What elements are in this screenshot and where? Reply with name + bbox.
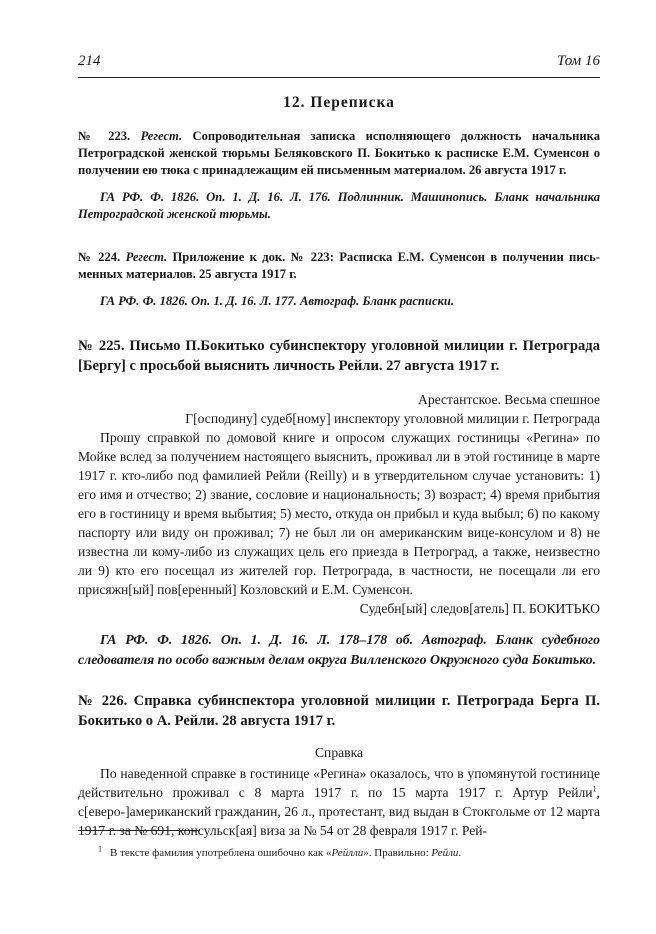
footnote-mark: 1: [98, 844, 102, 854]
doc-226-body-part1: По наведенной справке в гостинице «Регина» оказалось, что в упомянутой гостинице действительно проживал с 8 марта 1917 г. по 15 марта 1917 г. Артур Рейли: [78, 766, 600, 800]
footnote: [78, 846, 600, 860]
footnote-wrong-name: Рейлли: [331, 847, 364, 859]
doc-225-addressee: Г[осподину] судеб[ному] инспектору уголовной милиции г. Петрограда: [185, 411, 600, 426]
doc-223-number: № 223.: [78, 129, 131, 143]
footnote-correct-name: Рейли: [431, 847, 459, 859]
doc-224-number: № 224.: [78, 250, 121, 264]
doc-223-regest: [78, 128, 600, 179]
doc-224-archive-ref: ГА РФ. Ф. 1826. Оп. 1. Д. 16. Л. 177. Автограф. Бланк расписки.: [100, 294, 455, 308]
doc-224-text: Приложение к док. № 223: Расписка Е.М. Суменсон в получении письменных материалов. 25 августа 1917 г.: [78, 250, 600, 281]
footnote-text-before: В тексте фамилия употреблена ошибочно как «: [110, 847, 332, 859]
volume-label: Том 16: [556, 53, 600, 69]
header-rule: [78, 77, 600, 78]
footnote-text-middle: ». Правильно:: [363, 847, 432, 859]
doc-226-title: № 226. Справка субинспектора уголовной милиции г. Петрограда Берга П. Бокитько о А. Рейли. 28 августа 1917 г.: [78, 693, 600, 729]
doc-225-body: Прошу справкой по домовой книге и опросом служащих гостиницы «Регина» по Мойке вслед за получением настоящего выяснить, проживал ли в этой гостинице в марте 1917 г. кто-либо под фамилией Рейли (Reilly) и в утвердительном случае установить: 1) его имя и отчество; 2) звание, сословие и национальность; 3) возраст; 4) время прибытия его в гостиницу и время выбытия; 5) место, откуда он прибыл и куда выбыл; 6) по какому паспорту или виду он проживал; 7) не был ли он американским вице-консулом и 8) не известна ли кому-либо из служащих цель его приезда в Петроград, а также, неизвестно ли 9) кто его посещал из жителей гор. Петрограда, в частности, не посещали ли его присяжн[ый] пов[еренный] Козловский и Е.М. Суменсон.: [78, 430, 600, 597]
doc-224-regest: [78, 249, 600, 283]
section-title: 12. Переписка: [283, 94, 395, 111]
doc-226-heading: Справка: [314, 745, 364, 760]
footnote-ref: 1: [592, 784, 597, 794]
doc-225-archive-ref: ГА РФ. Ф. 1826. Оп. 1. Д. 16. Л. 178–178 об. Автограф. Бланк судебного следователя по особо важным делам округа Вилленского Окружного суда Бокитько.: [78, 632, 600, 667]
doc-223-archive-ref: ГА РФ. Ф. 1826. Оп. 1. Д. 16. Л. 176. Подлинник. Машинопись. Бланк начальника Петроградской женской тюрьмы.: [78, 190, 600, 221]
doc-226-body-part2: , с[еверо-]американский гражданин, 26 л., протестант, вид выдан в Стокгольме от 12 марта 1917 г. за № 691, консульск[ая] виза за № 54 от 28 февраля 1917 г. Рей-: [78, 785, 600, 838]
page-number: 214: [78, 53, 101, 69]
doc-226-body: [78, 764, 600, 840]
running-head: [78, 53, 600, 73]
doc-224-regest-label: Регест.: [125, 250, 168, 264]
doc-225-urgency-mark: Арестантское. Весьма спешное: [418, 392, 600, 407]
doc-225-signature: Судебн[ый] следов[атель] П. БОКИТЬКО: [359, 601, 600, 616]
footnote-rule: [78, 830, 200, 831]
doc-223-text: Сопроводительная записка исполняющего должность начальника Петроградской женской тюрьмы Беляковского П. Бокитько к расписке Е.М. Суменсон о получении ею тюка с принадлежащим ей письменным материалом. 26 августа 1917 г.: [78, 129, 601, 177]
doc-225-title: № 225. Письмо П.Бокитько субинспектору уголовной милиции г. Петрограда [Бергу] с просьбой выяснить личность Рейли. 27 августа 1917 г.: [78, 338, 600, 374]
doc-223-regest-label: Регест.: [140, 129, 183, 143]
page-content: [78, 94, 600, 840]
footnote-text-after: .: [458, 847, 462, 859]
